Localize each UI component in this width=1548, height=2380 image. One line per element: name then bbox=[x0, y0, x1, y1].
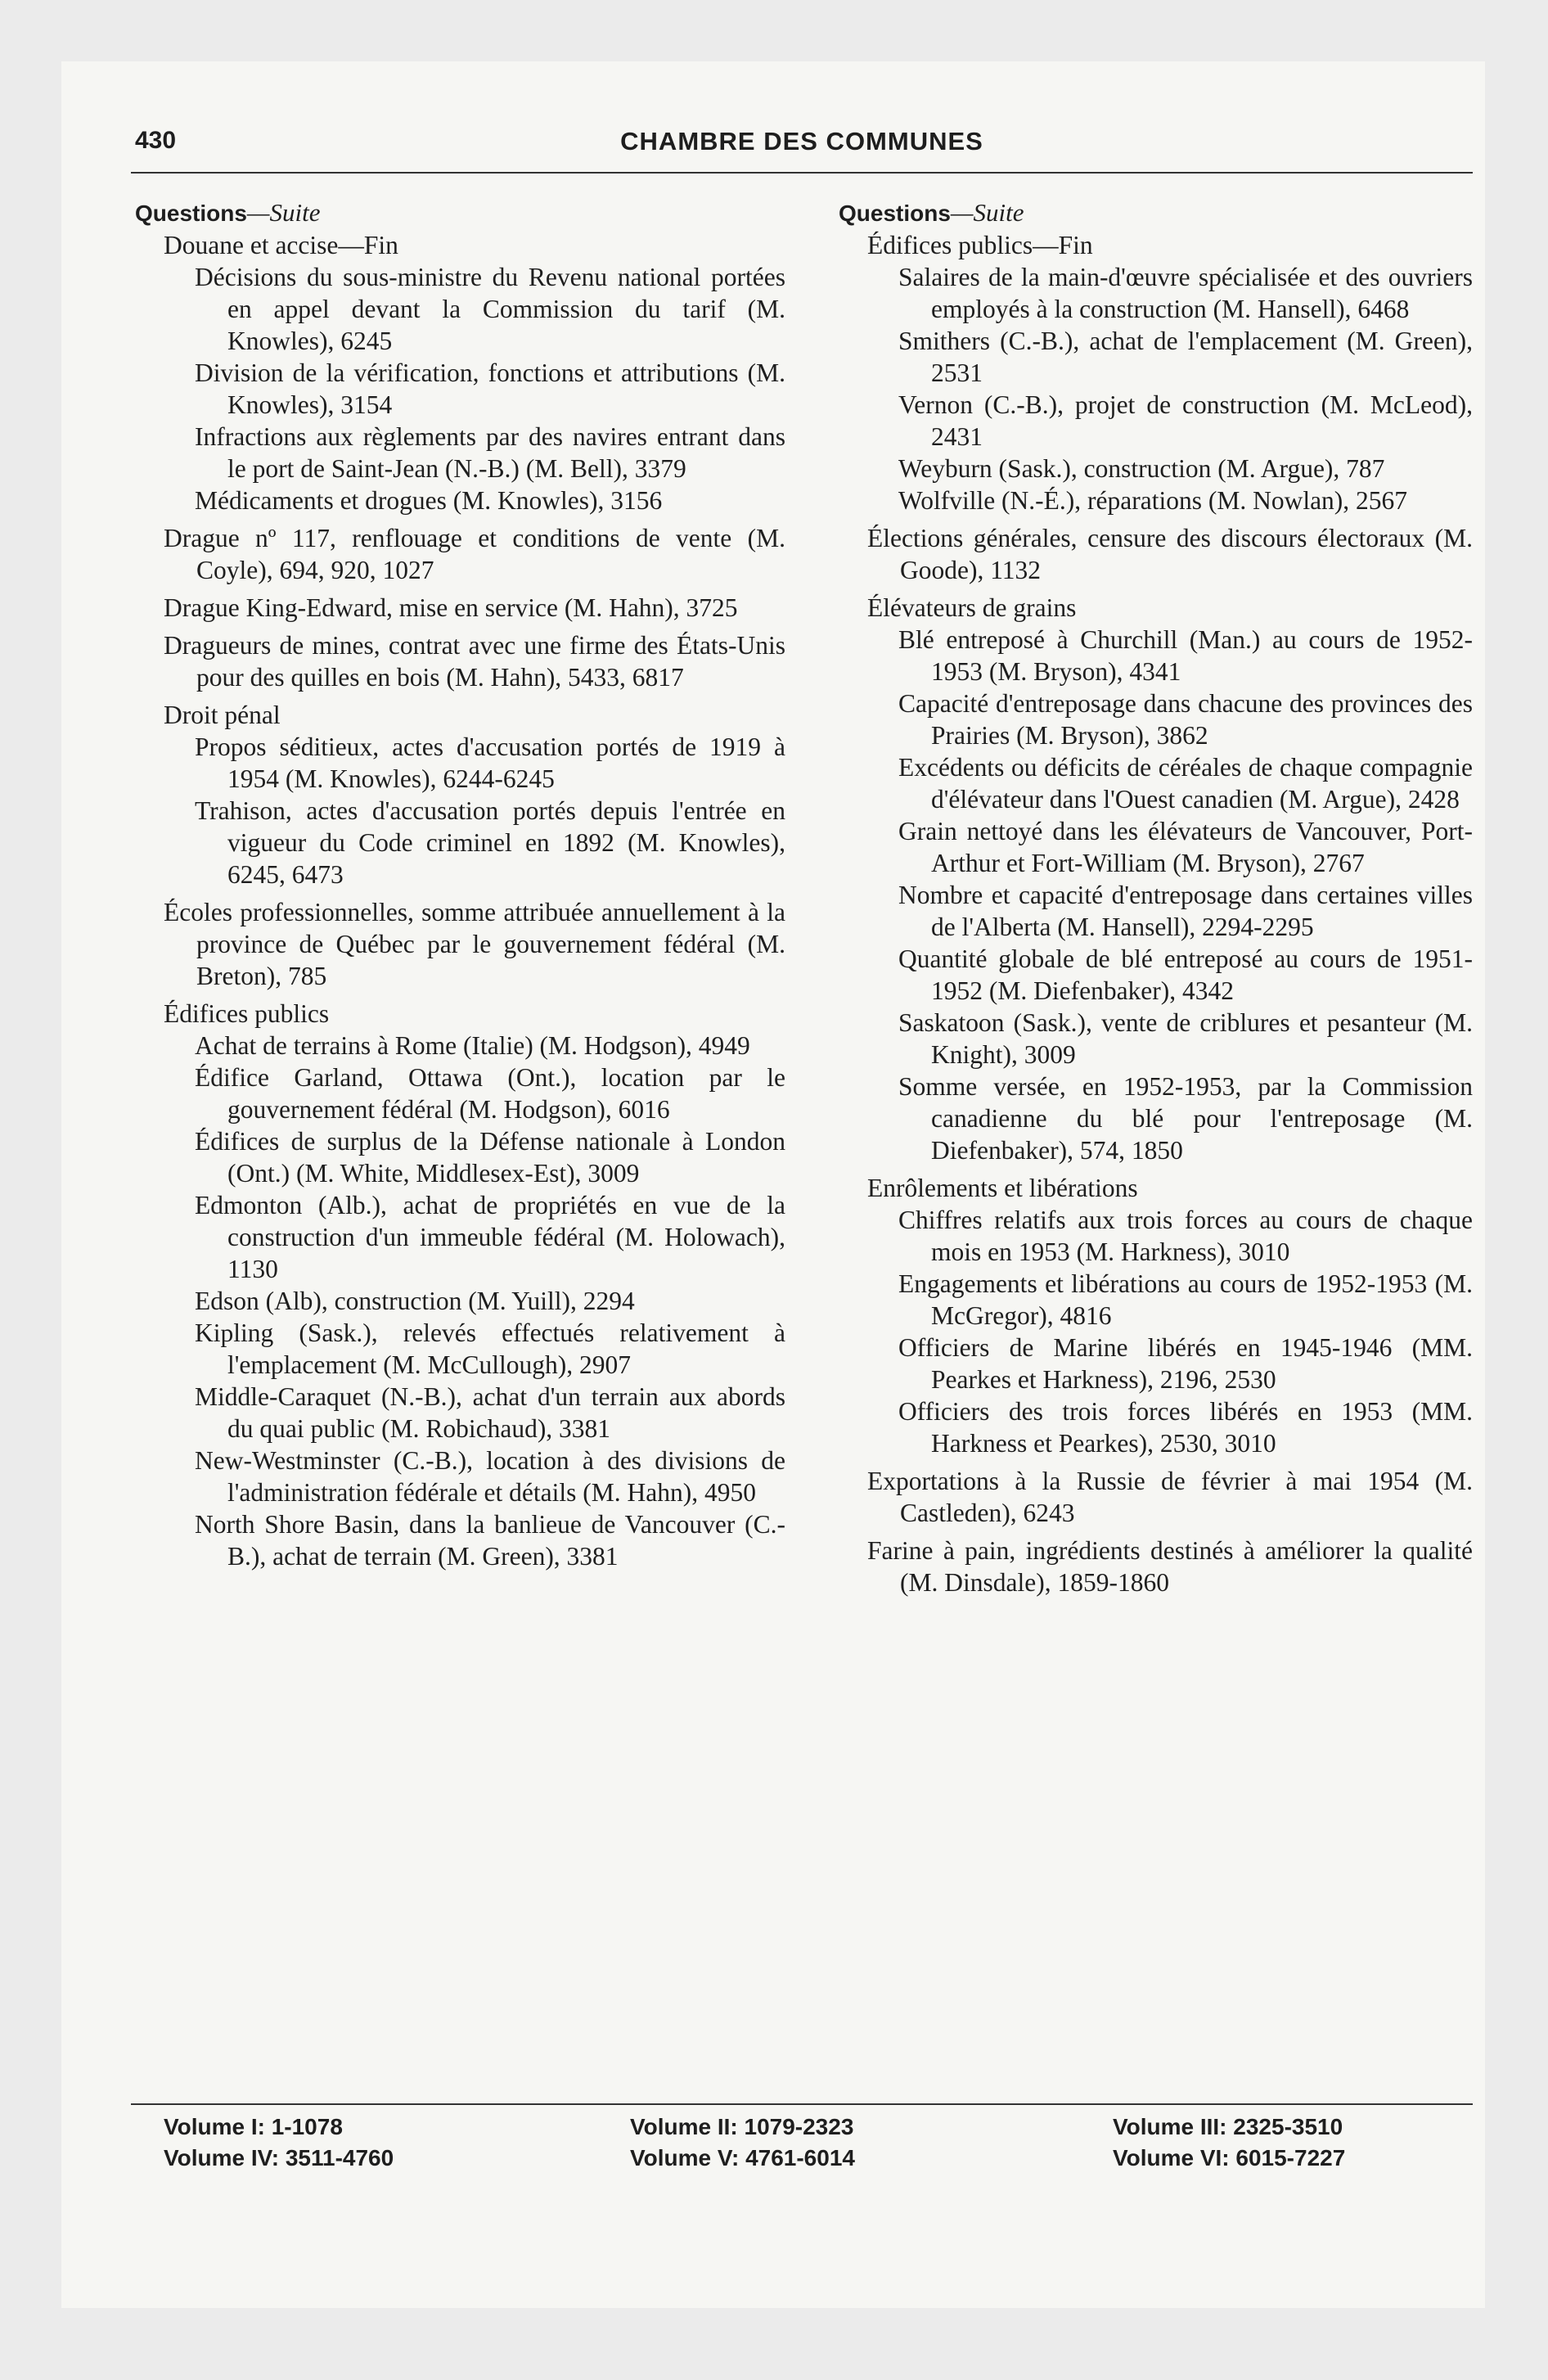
index-subentry: Officiers des trois forces libérés en 1953 (MM. Harkness et Pearkes), 2530, 3010 bbox=[898, 1397, 1473, 1458]
volume-range: Volume II: 1079-2323 bbox=[630, 2114, 854, 2139]
index-subentry: Nombre et capacité d'entreposage dans certaines villes de l'Alberta (M. Hansell), 2294-2295 bbox=[898, 881, 1473, 941]
index-subentry: Blé entreposé à Churchill (Man.) au cours de 1952-1953 (M. Bryson), 4341 bbox=[898, 625, 1473, 686]
index-entry: Droit pénal bbox=[164, 701, 281, 729]
section-heading: Questions—Suite bbox=[839, 198, 1024, 227]
left-column bbox=[135, 196, 785, 1572]
index-entry: Édifices publics—Fin bbox=[867, 231, 1093, 259]
index-subentry: Engagements et libérations au cours de 1952-1953 (M. McGregor), 4816 bbox=[898, 1269, 1473, 1330]
index-subentry: Achat de terrains à Rome (Italie) (M. Hodgson), 4949 bbox=[195, 1031, 750, 1060]
index-subentry: Salaires de la main-d'œuvre spécialisée et des ouvriers employés à la construction (M. Hansell), 6468 bbox=[898, 263, 1473, 323]
index-subentry: Vernon (C.-B.), projet de construction (M. McLeod), 2431 bbox=[898, 390, 1473, 451]
index-subentry: Wolfville (N.-É.), réparations (M. Nowlan), 2567 bbox=[898, 486, 1408, 515]
index-subentry: Smithers (C.-B.), achat de l'emplacement (M. Green), 2531 bbox=[898, 327, 1473, 387]
entry-list bbox=[839, 229, 1473, 1598]
right-column bbox=[839, 196, 1473, 1598]
running-title: CHAMBRE DES COMMUNES bbox=[620, 127, 983, 156]
index-entry: Drague nº 117, renflouage et conditions de vente (M. Coyle), 694, 920, 1027 bbox=[164, 524, 785, 584]
index-subentry: North Shore Basin, dans la banlieue de Vancouver (C.-B.), achat de terrain (M. Green), 3381 bbox=[195, 1510, 785, 1571]
index-subentry: Saskatoon (Sask.), vente de criblures et pesanteur (M. Knight), 3009 bbox=[898, 1008, 1473, 1069]
index-subentry: Médicaments et drogues (M. Knowles), 3156 bbox=[195, 486, 663, 515]
index-subentry: Somme versée, en 1952-1953, par la Commission canadienne du blé pour l'entreposage (M. Diefenbaker), 574, 1850 bbox=[898, 1072, 1473, 1165]
index-entry: Écoles professionnelles, somme attribuée annuellement à la province de Québec par le gouvernement fédéral (M. Breton), 785 bbox=[164, 898, 785, 990]
index-subentry: Édifice Garland, Ottawa (Ont.), location par le gouvernement fédéral (M. Hodgson), 6016 bbox=[195, 1063, 785, 1124]
page-number: 430 bbox=[135, 127, 177, 154]
volume-range: Volume VI: 6015-7227 bbox=[1113, 2145, 1346, 2170]
section-heading: Questions—Suite bbox=[135, 198, 321, 227]
index-subentry: Quantité globale de blé entreposé au cours de 1951-1952 (M. Diefenbaker), 4342 bbox=[898, 944, 1473, 1005]
index-entry: Exportations à la Russie de février à mai 1954 (M. Castleden), 6243 bbox=[867, 1467, 1473, 1527]
index-subentry: Weyburn (Sask.), construction (M. Argue), 787 bbox=[898, 454, 1385, 483]
index-subentry: Chiffres relatifs aux trois forces au cours de chaque mois en 1953 (M. Harkness), 3010 bbox=[898, 1206, 1473, 1266]
page-header bbox=[135, 127, 1526, 168]
index-entry: Enrôlements et libérations bbox=[867, 1174, 1138, 1202]
index-subentry: New-Westminster (C.-B.), location à des divisions de l'administration fédérale et détails (M. Hahn), 4950 bbox=[195, 1446, 785, 1507]
header-rule bbox=[131, 172, 1473, 174]
index-entry: Douane et accise—Fin bbox=[164, 231, 398, 259]
index-subentry: Excédents ou déficits de céréales de chaque compagnie d'élévateur dans l'Ouest canadien (M. Argue), 2428 bbox=[898, 753, 1473, 814]
volume-range: Volume I: 1-1078 bbox=[164, 2114, 343, 2139]
index-subentry: Edmonton (Alb.), achat de propriétés en vue de la construction d'un immeuble fédéral (M. Holowach), 1130 bbox=[195, 1191, 785, 1283]
index-subentry: Officiers de Marine libérés en 1945-1946 (MM. Pearkes et Harkness), 2196, 2530 bbox=[898, 1333, 1473, 1394]
index-subentry: Décisions du sous-ministre du Revenu national portées en appel devant la Commission du tarif (M. Knowles), 6245 bbox=[195, 263, 785, 355]
index-subentry: Kipling (Sask.), relevés effectués relativement à l'emplacement (M. McCullough), 2907 bbox=[195, 1318, 785, 1379]
index-subentry: Grain nettoyé dans les élévateurs de Vancouver, Port-Arthur et Fort-William (M. Bryson), 2767 bbox=[898, 817, 1473, 877]
index-subentry: Édifices de surplus de la Défense nationale à London (Ont.) (M. White, Middlesex-Est), 3009 bbox=[195, 1127, 785, 1188]
entry-list bbox=[135, 229, 785, 1572]
footer-rule bbox=[131, 2103, 1473, 2105]
volume-range: Volume IV: 3511-4760 bbox=[164, 2145, 394, 2170]
index-subentry: Trahison, actes d'accusation portés depuis l'entrée en vigueur du Code criminel en 1892 (M. Knowles), 6245, 6473 bbox=[195, 796, 785, 889]
index-entry: Farine à pain, ingrédients destinés à améliorer la qualité (M. Dinsdale), 1859-1860 bbox=[867, 1536, 1473, 1597]
index-entry: Élévateurs de grains bbox=[867, 593, 1077, 622]
index-entry: Édifices publics bbox=[164, 999, 330, 1028]
index-subentry: Infractions aux règlements par des navires entrant dans le port de Saint-Jean (N.-B.) (M. Bell), 3379 bbox=[195, 422, 785, 483]
index-entry: Élections générales, censure des discours électoraux (M. Goode), 1132 bbox=[867, 524, 1473, 584]
index-subentry: Propos séditieux, actes d'accusation portés de 1919 à 1954 (M. Knowles), 6244-6245 bbox=[195, 732, 785, 793]
volume-range: Volume III: 2325-3510 bbox=[1113, 2114, 1343, 2139]
volume-range: Volume V: 4761-6014 bbox=[630, 2145, 855, 2170]
index-entry: Dragueurs de mines, contrat avec une firme des États-Unis pour des quilles en bois (M. Hahn), 5433, 6817 bbox=[164, 631, 785, 692]
index-subentry: Middle-Caraquet (N.-B.), achat d'un terrain aux abords du quai public (M. Robichaud), 3381 bbox=[195, 1382, 785, 1443]
index-subentry: Capacité d'entreposage dans chacune des provinces des Prairies (M. Bryson), 3862 bbox=[898, 689, 1473, 750]
index-subentry: Edson (Alb), construction (M. Yuill), 2294 bbox=[195, 1287, 635, 1315]
index-entry: Drague King-Edward, mise en service (M. Hahn), 3725 bbox=[164, 593, 738, 622]
index-subentry: Division de la vérification, fonctions et attributions (M. Knowles), 3154 bbox=[195, 358, 785, 419]
